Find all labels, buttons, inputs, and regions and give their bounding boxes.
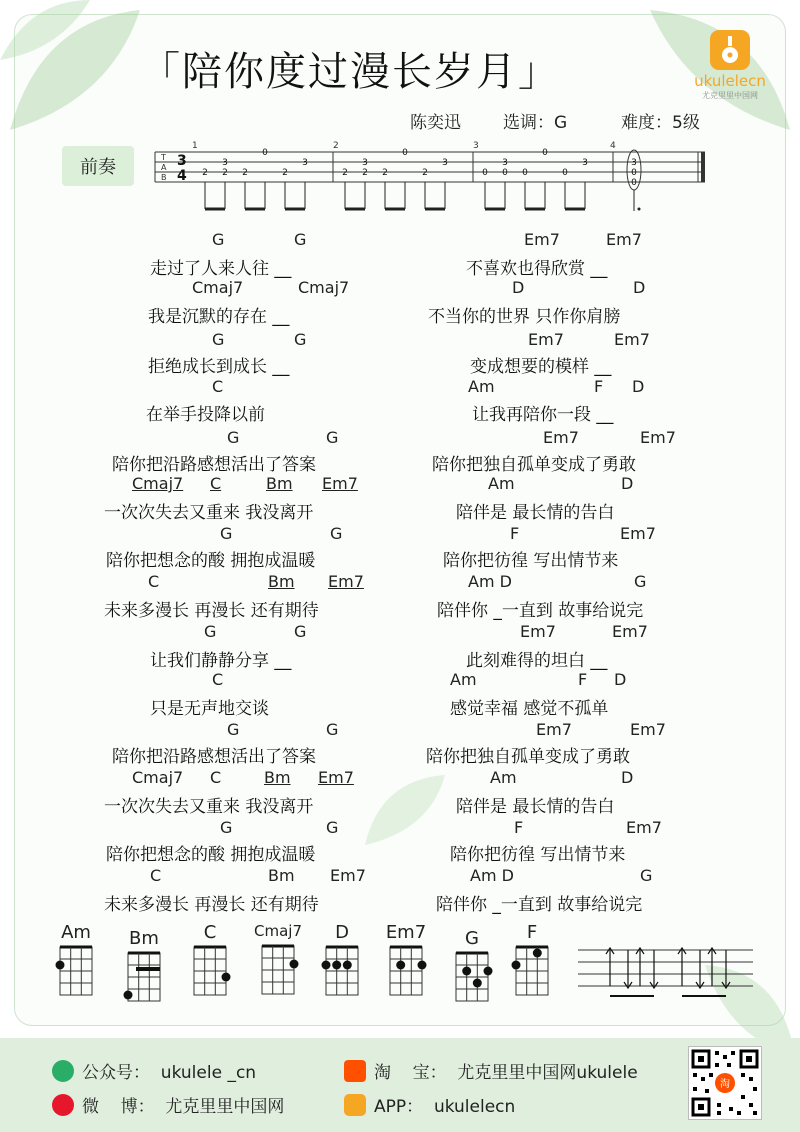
song-title: 「陪你度过漫长岁月」 [140,49,560,95]
intro-label: 前奏 [62,146,134,186]
fretboard-grid-icon [252,940,304,996]
chord-label: F [514,818,524,837]
leaf-decoration-mid [360,770,450,850]
key-info: 选调：G [503,113,568,133]
time-signature-top: 3 [177,153,187,169]
chord-label: C [148,572,160,591]
chord-label: G [220,524,233,543]
lyric-line: 感觉幸福 感觉不孤单 [450,699,609,719]
measure-number: 4 [610,141,616,151]
lyric-line: 陪伴你 _一直到 故事给说完 [437,601,644,621]
chord-label: D [632,377,645,396]
svg-text:0: 0 [631,168,637,178]
leaf-decoration-top-left [0,0,150,140]
chord-diagram-name: Bm [129,928,159,949]
chord-label: Am [488,474,515,493]
lyric-line: 我是沉默的存在 __ [148,307,290,327]
lyric-line: 走过了人来人往 __ [150,259,292,279]
chord-label: Cmaj7 [132,768,184,787]
chord-label: G [220,818,233,837]
measure-number: 2 [333,141,339,151]
lyric-line: 陪你把想念的酸 拥抱成温暖 [106,551,316,571]
qr-badge-text: 淘 [720,1079,730,1090]
lyric-line: 陪你把彷徨 写出情节来 [450,845,626,865]
chord-label: C [212,670,224,689]
fretboard-grid-icon [384,943,428,999]
fretboard-grid-icon [450,949,494,1005]
chord-label: D [621,474,634,493]
lyric-line: 只是无声地交谈 [150,699,269,719]
lyric-line: 让我再陪你一段 __ [472,405,614,425]
lyric-line: 陪伴是 最长情的告白 [456,503,615,523]
svg-text:3: 3 [362,158,368,168]
fretboard-grid-icon [122,949,166,1005]
footer-bar [0,1038,800,1132]
weibo-icon [52,1094,74,1116]
chord-diagram-name: F [526,922,538,943]
chord-label: Am [468,377,495,396]
chord-diagram-f [508,922,556,1003]
svg-text:3: 3 [631,158,637,168]
lyric-line: 陪伴你 _一直到 故事给说完 [436,895,643,915]
chord-diagram-am [52,922,100,1003]
footer-taobao [344,1058,638,1083]
lyric-line: 一次次失去又重来 我没离开 [104,797,314,817]
lyric-line: 此刻难得的坦白 __ [466,651,608,671]
chord-label: Em7 [528,330,564,349]
chord-label: G [326,428,339,447]
lyric-line: 变成想要的模样 __ [470,357,612,377]
chord-label: G [634,572,647,591]
lyric-line: 陪伴是 最长情的告白 [456,797,615,817]
svg-text:0: 0 [542,148,548,158]
measure-number: 3 [473,141,479,151]
chord-label: Cmaj7 [132,474,184,493]
chord-label: G [227,720,240,739]
lyric-line: 未来多漫长 再漫长 还有期待 [104,895,319,915]
chord-diagram-g [448,928,496,1009]
chord-label: Am D [470,866,514,885]
chord-label: F [594,377,604,396]
chord-label: C [210,768,222,787]
chord-label: Cmaj7 [192,278,244,297]
svg-text:2: 2 [422,168,428,178]
chord-label: Em7 [543,428,579,447]
svg-text:2: 2 [242,168,248,178]
chord-label: G [204,622,217,641]
lyric-line: 在举手投降以前 [146,405,265,425]
taobao-text: 淘 宝： 尤克里里中国网ukulele [374,1063,638,1083]
footer-app [344,1092,515,1117]
weibo-text: 微 博： 尤克里里中国网 [82,1097,285,1117]
chord-diagram-c [186,922,234,1003]
svg-text:2: 2 [222,168,228,178]
lyric-line: 让我们静静分享 __ [150,651,292,671]
chord-label: G [326,818,339,837]
svg-text:3: 3 [502,158,508,168]
chord-label: D [633,278,646,297]
time-signature-bottom: 4 [177,168,187,184]
chord-label: Bm [268,572,295,591]
chord-label: Bm [266,474,293,493]
difficulty-info: 难度：5级 [621,113,700,133]
chord-diagram-name: C [203,922,217,943]
measure-number: 1 [192,141,198,151]
lyric-line: 陪你把沿路感想活出了答案 [112,747,316,767]
logo-name: ukulelecn [694,72,766,90]
svg-text:3: 3 [302,158,308,168]
chord-label: Em7 [614,330,650,349]
app-icon [344,1094,366,1116]
chord-label: D [512,278,525,297]
chord-label: Em7 [536,720,572,739]
ukulelecn-logo [682,30,778,101]
chord-label: Am [490,768,517,787]
wechat-text: 公众号： ukulele _cn [82,1063,257,1083]
chord-label: Am D [468,572,512,591]
chord-diagram-name: G [465,928,479,949]
chord-label: Em7 [612,622,648,641]
svg-text:0: 0 [482,168,488,178]
lyric-line: 陪你把独自孤单变成了勇敢 [432,455,636,475]
chord-label: Em7 [318,768,354,787]
chord-diagram-name: Em7 [385,922,427,943]
chord-label: Em7 [524,230,560,249]
svg-text:0: 0 [522,168,528,178]
chord-label: Em7 [630,720,666,739]
logo-subtitle: 尤克里里中国网 [702,91,758,100]
chord-label: G [294,622,307,641]
chord-label: Bm [264,768,291,787]
ukulele-icon [710,30,750,70]
chord-label: G [212,330,225,349]
svg-text:0: 0 [631,178,637,188]
chord-diagram-cmaj7 [250,922,306,1000]
chord-label: G [294,330,307,349]
svg-text:3: 3 [442,158,448,168]
lyric-line: 一次次失去又重来 我没离开 [104,503,314,523]
lyric-line: 不当你的世界 只作你肩膀 [428,307,621,327]
chord-diagram-name: D [335,922,349,943]
footer-wechat [52,1058,256,1083]
chord-label: Am [450,670,477,689]
chord-label: G [640,866,653,885]
tab-letter: B [161,173,167,182]
lyric-line: 陪你把独自孤单变成了勇敢 [426,747,630,767]
chord-label: Em7 [640,428,676,447]
chord-label: Em7 [606,230,642,249]
footer-weibo [52,1092,284,1117]
wechat-icon [52,1060,74,1082]
svg-text:3: 3 [582,158,588,168]
svg-text:2: 2 [202,168,208,178]
chord-label: C [150,866,162,885]
chord-label: Em7 [328,572,364,591]
chord-diagram-em7 [382,922,430,1003]
chord-label: F [578,670,588,689]
chord-label: C [212,377,224,396]
chord-label: Em7 [322,474,358,493]
chord-label: Em7 [520,622,556,641]
chord-label: G [330,524,343,543]
chord-label: Cmaj7 [298,278,350,297]
lyric-line: 陪你把想念的酸 拥抱成温暖 [106,845,316,865]
chord-label: G [294,230,307,249]
svg-text:2: 2 [382,168,388,178]
chord-diagram-d [318,922,366,1003]
svg-text:2: 2 [282,168,288,178]
lyric-line: 不喜欢也得欣赏 __ [466,259,608,279]
lyric-line: 陪你把彷徨 写出情节来 [443,551,619,571]
chord-diagram-name: Cmaj7 [254,922,302,940]
lyric-line: 陪你把沿路感想活出了答案 [112,455,316,475]
chord-label: D [614,670,627,689]
strumming-pattern-icon [578,944,758,1000]
app-text: APP： ukulelecn [374,1097,516,1117]
svg-text:2: 2 [362,168,368,178]
svg-text:0: 0 [502,168,508,178]
qr-code [688,1046,762,1120]
intro-tab-staff [150,137,710,217]
fretboard-grid-icon [188,943,232,999]
chord-label: Bm [268,866,295,885]
svg-text:0: 0 [562,168,568,178]
chord-label: F [510,524,520,543]
svg-text:0: 0 [402,148,408,158]
chord-label: G [212,230,225,249]
chord-label: C [210,474,222,493]
tab-letter: A [161,163,167,172]
fretboard-grid-icon [320,943,364,999]
chord-diagram-bm [120,928,168,1009]
taobao-icon [344,1060,366,1082]
fretboard-grid-icon [54,943,98,999]
svg-text:3: 3 [222,158,228,168]
chord-label: G [227,428,240,447]
chord-label: Em7 [330,866,366,885]
chord-label: Em7 [626,818,662,837]
svg-text:0: 0 [262,148,268,158]
chord-diagram-name: Am [61,922,91,943]
lyric-line: 未来多漫长 再漫长 还有期待 [104,601,319,621]
chord-label: G [326,720,339,739]
lyric-line: 拒绝成长到成长 __ [148,357,290,377]
svg-text:2: 2 [342,168,348,178]
tab-letter: T [161,153,166,162]
artist-name: 陈奕迅 [410,113,461,133]
chord-label: Em7 [620,524,656,543]
chord-label: D [621,768,634,787]
fretboard-grid-icon [510,943,554,999]
